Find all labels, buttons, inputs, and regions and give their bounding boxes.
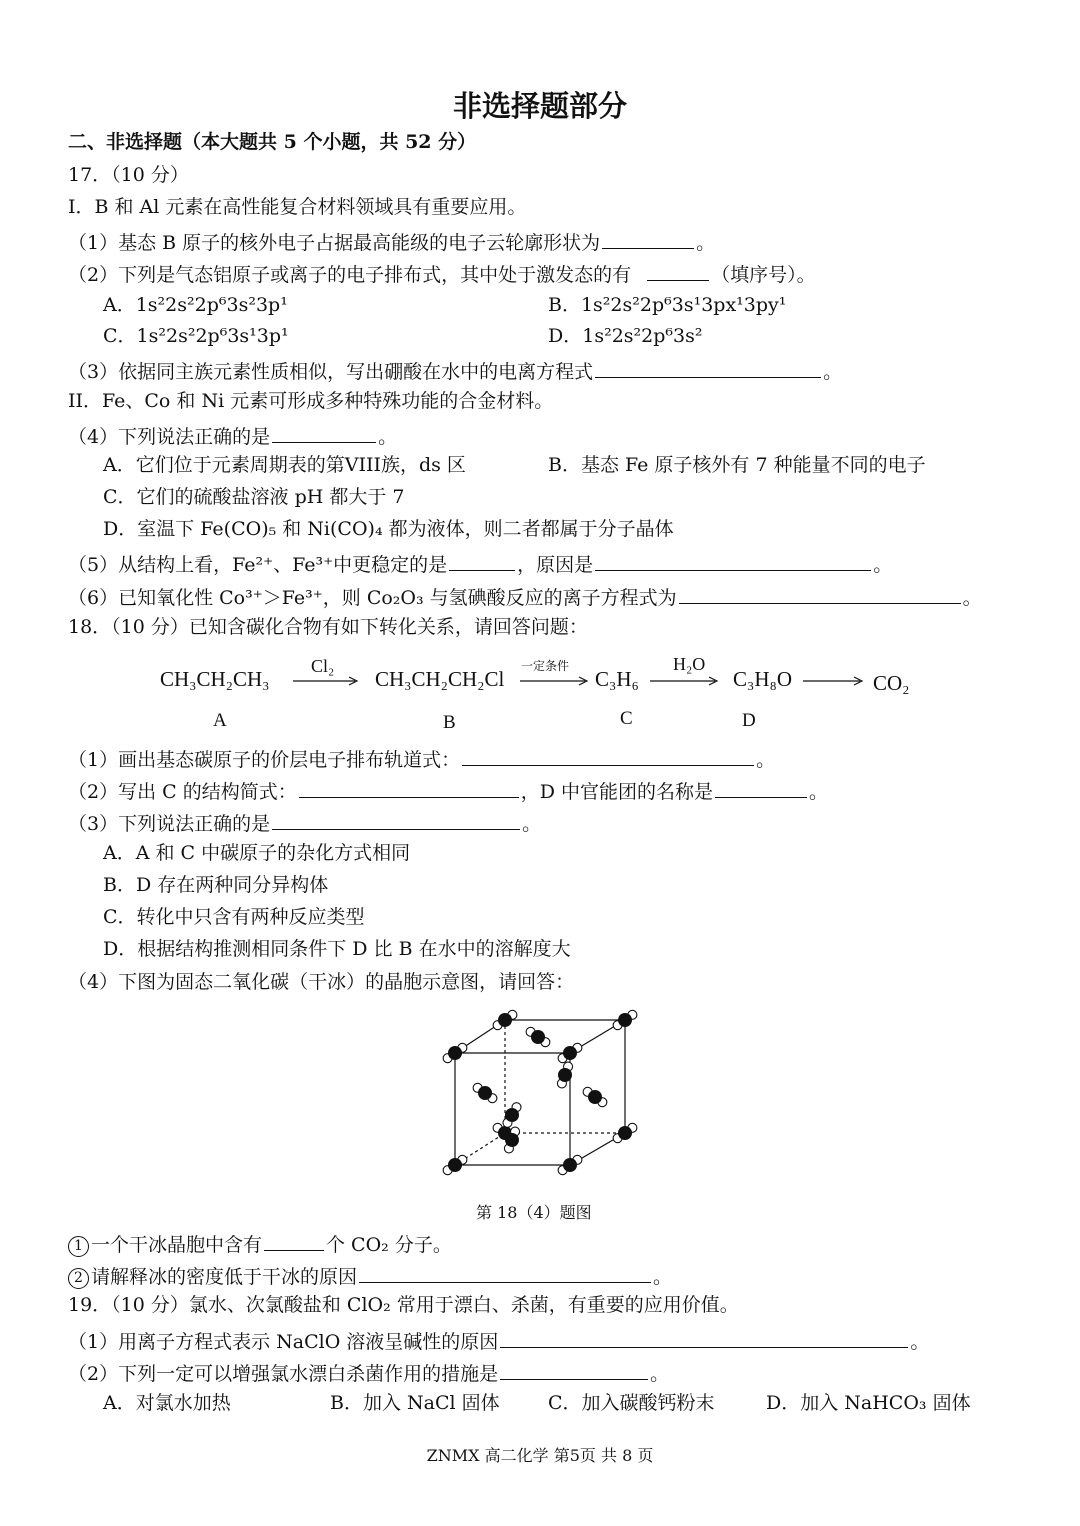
q18-option-b: B．D 存在两种同分异构体 [103, 874, 329, 896]
q17-part2: II．Fe、Co 和 Ni 元素可形成多种特殊功能的合金材料。 [68, 390, 554, 412]
reagent-cl2: Cl₂ [311, 656, 335, 676]
compound-c: C₃H₆ [595, 667, 639, 691]
q18-option-c: C．转化中只含有两种反应类型 [103, 906, 365, 928]
period: 。 [378, 426, 398, 448]
section-heading: 二、非选择题（本大题共 5 个小题，共 52 分） [68, 131, 477, 153]
figure-caption: 第 18（4）题图 [476, 1203, 592, 1222]
label-b: B [443, 712, 456, 733]
period: 。 [809, 781, 829, 803]
answer-blank[interactable] [715, 780, 807, 798]
q17-option-d: D．1s²2s²2p⁶3s² [548, 325, 703, 347]
answer-blank[interactable] [272, 812, 520, 830]
answer-blank[interactable] [449, 553, 515, 571]
answer-blank[interactable] [299, 780, 519, 798]
q17-s2 [68, 263, 816, 285]
answer-blank[interactable] [272, 425, 376, 443]
q17-s2-text: （2）下列是气态铝原子或离子的电子排布式，其中处于激发态的有 [68, 264, 632, 286]
q19-option-d: D．加入 NaHCO₃ 固体 [766, 1392, 971, 1414]
answer-blank[interactable] [264, 1233, 324, 1251]
answer-blank[interactable] [462, 748, 754, 766]
carbon-atom [618, 1013, 632, 1027]
q19-s1 [68, 1330, 929, 1352]
carbon-atom [448, 1046, 462, 1060]
q18-s1 [68, 748, 775, 770]
q17-s5-text: （5）从结构上看，Fe²⁺、Fe³⁺中更稳定的是 [68, 554, 448, 576]
q18-c2 [68, 1265, 672, 1289]
q17-s5 [68, 553, 892, 575]
period: 。 [696, 232, 716, 254]
reaction-scheme [155, 648, 925, 738]
co2-molecules [443, 1010, 637, 1174]
q18-s2-mid: ，D 中官能团的名称是 [520, 781, 713, 803]
period: 。 [650, 1363, 670, 1385]
q18-s3 [68, 812, 541, 834]
q17-option-c: C．1s²2s²2p⁶3s¹3p¹ [103, 325, 289, 347]
q18-c2-text: 请解释冰的密度低于干冰的原因 [91, 1266, 358, 1288]
compound-d: C₃H₈O [733, 667, 792, 691]
label-a: A [213, 710, 227, 731]
co2-molecule [503, 1103, 521, 1128]
q18-s3-text: （3）下列说法正确的是 [68, 813, 271, 835]
dry-ice-unit-cell-figure [440, 1005, 640, 1190]
co2-molecule [473, 1083, 497, 1102]
co2-molecule [613, 1123, 637, 1142]
period: 。 [653, 1266, 673, 1288]
carbon-atom [558, 1068, 572, 1082]
carbon-atom [448, 1158, 462, 1172]
q18-option-d: D．根据结构推测相同条件下 D 比 B 在水中的溶解度大 [103, 938, 571, 960]
q17-option-a: A．1s²2s²2p⁶3s²3p¹ [103, 294, 288, 316]
q19-s2 [68, 1362, 669, 1384]
label-d: D [742, 710, 756, 731]
q17-s4-option-d: D．室温下 Fe(CO)₅ 和 Ni(CO)₄ 都为液体，则二者都属于分子晶体 [103, 518, 674, 540]
carbon-atom [563, 1158, 577, 1172]
compound-b: CH₃CH₂CH₂Cl [375, 667, 505, 691]
co2-molecule [583, 1087, 607, 1106]
carbon-atom [531, 1030, 545, 1044]
q18-c1-text: 一个干冰晶胞中含有 [91, 1234, 263, 1256]
period: 。 [962, 587, 982, 609]
q19-option-a: A．对氯水加热 [103, 1392, 231, 1414]
q17-s4 [68, 425, 397, 447]
answer-blank[interactable] [602, 231, 694, 249]
answer-blank[interactable] [679, 586, 961, 604]
period: 。 [756, 749, 776, 771]
period: 。 [522, 813, 542, 835]
q18-s2-text: （2）写出 C 的结构简式： [68, 781, 297, 803]
q18-option-a: A．A 和 C 中碳原子的杂化方式相同 [103, 842, 411, 864]
carbon-atom [563, 1046, 577, 1060]
circled-number-2: 2 [68, 1268, 89, 1289]
q17-s6-text: （6）已知氧化性 Co³⁺＞Fe³⁺，则 Co₂O₃ 与氢碘酸反应的离子方程式为 [68, 587, 677, 609]
answer-blank[interactable] [500, 1330, 908, 1348]
carbon-atom [478, 1086, 492, 1100]
q17-s5-mid: ，原因是 [517, 554, 594, 576]
q17-s4-text: （4）下列说法正确的是 [68, 426, 271, 448]
page-footer: ZNMX 高二化学 第5页 共 8 页 [426, 1446, 654, 1465]
q19-s1-text: （1）用离子方程式表示 NaClO 溶液呈碱性的原因 [68, 1331, 499, 1353]
q19-s2-text: （2）下列一定可以增强氯水漂白杀菌作用的措施是 [68, 1363, 499, 1385]
q17-s3 [68, 360, 842, 382]
q18-c1 [68, 1233, 452, 1257]
q19-option-b: B．加入 NaCl 固体 [330, 1392, 500, 1414]
q17-s4-option-a: A．它们位于元素周期表的第VIII族，ds 区 [103, 454, 466, 476]
q17-part1: I．B 和 Al 元素在高性能复合材料领域具有重要应用。 [68, 196, 527, 218]
q17-s1-text: （1）基态 B 原子的核外电子占据最高能级的电子云轮廓形状为 [68, 232, 601, 254]
q17-s4-option-b: B．基态 Fe 原子核外有 7 种能量不同的电子 [548, 454, 926, 476]
answer-blank[interactable] [595, 360, 821, 378]
period: 。 [910, 1331, 930, 1353]
answer-blank[interactable] [359, 1265, 651, 1283]
q18-s1-text: （1）画出基态碳原子的价层电子排布轨道式： [68, 749, 461, 771]
compound-a: CH₃CH₂CH₃ [160, 667, 270, 691]
q17-s4-option-c: C．它们的硫酸盐溶液 pH 都大于 7 [103, 486, 405, 508]
q18-heading: 18．（10 分）已知含碳化合物有如下转化关系，请回答问题： [68, 616, 588, 638]
co2-molecule [526, 1027, 550, 1046]
answer-blank[interactable] [647, 263, 709, 281]
q18-s4: （4）下图为固态二氧化碳（干冰）的晶胞示意图，请回答： [68, 971, 575, 993]
q17-s6 [68, 586, 982, 608]
period: 。 [873, 554, 893, 576]
carbon-atom [498, 1013, 512, 1027]
page-title: 非选择题部分 [452, 89, 627, 123]
carbon-atom [505, 1133, 519, 1147]
label-c: C [620, 708, 633, 729]
q18-s2 [68, 780, 828, 802]
q17-s1 [68, 231, 715, 253]
reagent-h2o: H₂O [673, 654, 706, 674]
reagent-condition: 一定条件 [521, 659, 570, 673]
q19-option-c: C．加入碳酸钙粉末 [548, 1392, 715, 1414]
q17-heading: 17．（10 分） [68, 164, 189, 186]
answer-blank[interactable] [500, 1362, 648, 1380]
q17-option-b: B．1s²2s²2p⁶3s¹3px¹3py¹ [548, 294, 787, 316]
circled-number-1: 1 [68, 1236, 89, 1257]
answer-blank[interactable] [595, 553, 871, 571]
q18-c1-tail: 个 CO₂ 分子。 [326, 1234, 452, 1256]
carbon-atom [618, 1126, 632, 1140]
carbon-atom [505, 1108, 519, 1122]
compound-co2: CO₂ [873, 671, 910, 695]
q17-s2-tail: （填序号）。 [711, 264, 816, 286]
carbon-atom [588, 1090, 602, 1104]
period: 。 [823, 361, 843, 383]
q17-s3-text: （3）依据同主族元素性质相似，写出硼酸在水中的电离方程式 [68, 361, 594, 383]
q19-heading: 19．（10 分）氯水、次氯酸盐和 ClO₂ 常用于漂白、杀菌，有重要的应用价值。 [68, 1294, 739, 1316]
